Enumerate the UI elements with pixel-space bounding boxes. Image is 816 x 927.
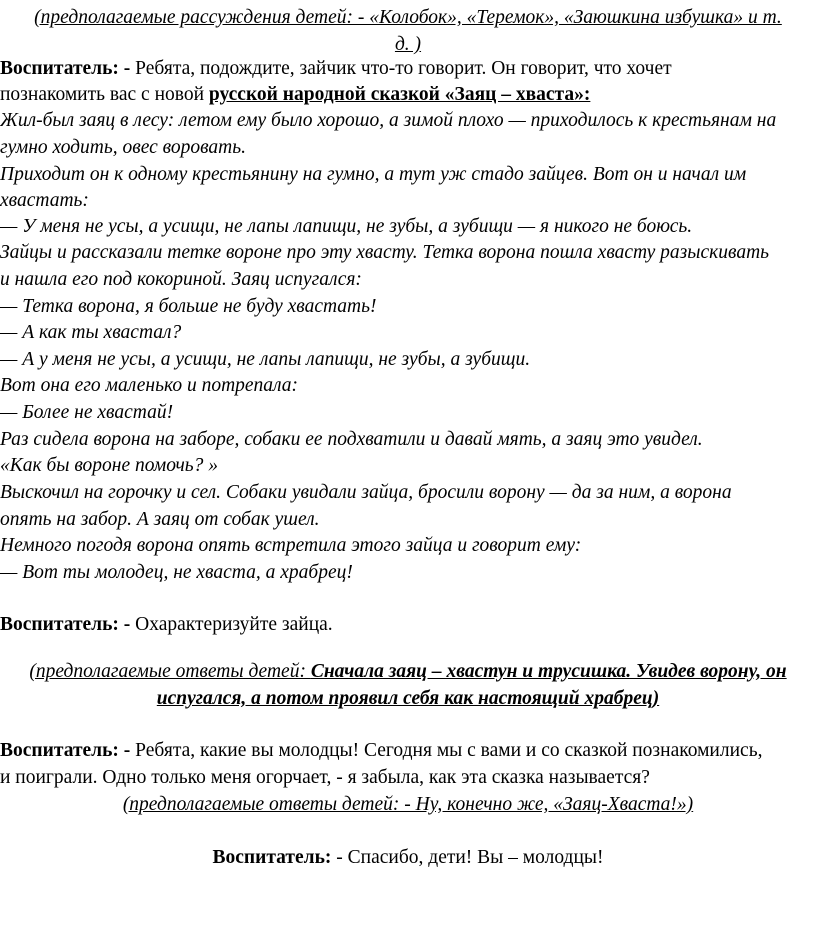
tale-line: Жил-был заяц в лесу: летом ему было хорошо, а зимой плохо — приходилось к крестьянам на: [0, 110, 777, 131]
tale-line: опять на забор. А заяц от собак ушел.: [0, 509, 320, 530]
tale-line: Раз сидела ворона на заборе, собаки ее подхватили и давай мять, а заяц это увидел.: [0, 429, 703, 450]
paragraph-text: Охарактеризуйте зайца.: [130, 614, 333, 635]
speaker-label: Воспитатель:: [212, 847, 332, 868]
paragraph-1-line-2: [0, 83, 816, 107]
paragraph-3-line-1: [0, 739, 816, 763]
tale-line: — Вот ты молодец, не хваста, а храбрец!: [0, 562, 353, 583]
speaker-label: Воспитатель: -: [0, 740, 131, 761]
answers-lead: (предполагаемые ответы детей:: [29, 661, 311, 682]
speaker-label: Воспитатель: -: [0, 58, 131, 79]
tale-line: «Как бы вороне помочь? »: [0, 455, 218, 476]
answers-2: (предполагаемые ответы детей: - Ну, конечно же, «Заяц-Хваста!»): [122, 794, 694, 815]
tale-line: — У меня не усы, а усищи, не лапы лапищи, не зубы, а зубищи — я никого не боюсь.: [0, 216, 693, 237]
paragraph-4: [0, 846, 816, 870]
tale-title: русской народной сказкой «Заяц – хваста»:: [208, 84, 591, 105]
tale-line: хвастать:: [0, 190, 89, 211]
tale-line: Вот она его маленько и потрепала:: [0, 375, 299, 396]
tale-line: Выскочил на горочку и сел. Собаки увидали зайца, бросили ворону — да за ним, а ворона: [0, 482, 732, 503]
tale-line: — А у меня не усы, а усищи, не лапы лапищи, не зубы, а зубищи.: [0, 349, 531, 370]
tale-line: Зайцы и рассказали тетке вороне про эту хвасту. Тетка ворона пошла хвасту разыскивать: [0, 242, 770, 263]
intro-note-line-2: д. ): [394, 34, 422, 55]
tale-line: — А как ты хвастал?: [0, 322, 182, 343]
paragraph-text: - Спасибо, дети! Вы – молодцы!: [331, 847, 604, 868]
intro-note-line-1: (предполагаемые рассуждения детей: - «Колобок», «Теремок», «Заюшкина избушка» и т.: [34, 7, 782, 28]
answers-1-line-2: испугался, а потом проявил себя как настоящий храбрец): [156, 688, 660, 709]
answers-bold: Сначала заяц – хвастун и трусишка. Увидев ворону, он: [310, 661, 787, 682]
tale-line: Немного погодя ворона опять встретила этого зайца и говорит ему:: [0, 535, 582, 556]
tale-line: Приходит он к одному крестьянину на гумно, а тут уж стадо зайцев. Вот он и начал им: [0, 164, 747, 185]
tale-line: — Более не хвастай!: [0, 402, 174, 423]
tale-line: гумно ходить, овес воровать.: [0, 137, 247, 158]
paragraph-2: [0, 613, 816, 637]
paragraph-text: Ребята, какие вы молодцы! Сегодня мы с вами и со сказкой познакомились,: [130, 740, 763, 761]
paragraph-1-line-1: [0, 57, 816, 81]
tale-line: и нашла его под кокориной. Заяц испугался:: [0, 269, 362, 290]
paragraph-text: Ребята, подождите, зайчик что-то говорит. Он говорит, что хочет: [130, 58, 672, 79]
answers-1-line-1: [0, 660, 816, 684]
paragraph-text: познакомить вас с новой: [0, 84, 209, 105]
tale-line: — Тетка ворона, я больше не буду хвастать!: [0, 296, 377, 317]
paragraph-3-line-2: и поиграли. Одно только меня огорчает, - я забыла, как эта сказка называется?: [0, 767, 650, 788]
speaker-label: Воспитатель: -: [0, 614, 131, 635]
